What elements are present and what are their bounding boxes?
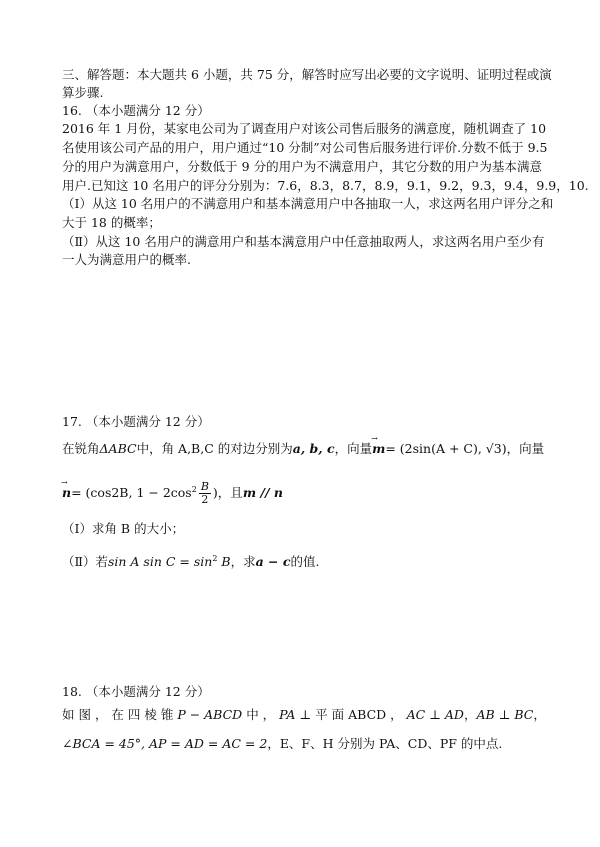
q16-part1-line2: 大于 18 的概率； — [62, 215, 161, 230]
q17-n-expression-b: ) — [212, 485, 218, 501]
q17-m-expression: = (2sin(A + C), √3) — [385, 441, 507, 456]
q18-angle-condition: ∠BCA = 45°, AP = AD = AC = 2 — [62, 736, 268, 751]
q18-line1-a: 如 图 ， 在 四 棱 锥 — [62, 707, 174, 722]
q17-n-frac-num: B — [200, 480, 209, 494]
q16-line-3: 分的用户为满意用户，分数低于 9 分的用户为不满意用户，其它分数的用户为基本满意 — [62, 159, 542, 174]
q18-line1 — [62, 704, 546, 726]
q17-intro-mid: 中，角 A,B,C 的对边分别为 — [136, 441, 293, 456]
q16-line-1: 2016 年 1 月份，某家电公司为了调查用户对该公司售后服务的满意度，随机调查了 10 — [62, 121, 547, 136]
q18-pyramid: P − ABCD — [177, 707, 243, 722]
q18-ab-perp-bc: AB ⊥ BC — [476, 707, 534, 722]
q18-line1-e: ， — [533, 707, 546, 722]
q18-line1-c: 平 面 ABCD ， — [315, 707, 403, 722]
q17-n-frac-den: 2 — [201, 493, 209, 507]
q18-pa-perp: PA ⊥ — [279, 707, 312, 722]
q17-part2-superscript: 2 — [212, 554, 218, 563]
section-heading-line2: 算步骤. — [62, 85, 104, 100]
q17-triangle: ΔABC — [99, 441, 137, 456]
q17-sides: a, b, c — [292, 441, 335, 456]
section-heading-line1: 三、解答题：本大题共 6 小题，共 75 分，解答时应写出必要的文字说明、证明过程或演 — [62, 67, 552, 82]
q17-part2 — [62, 550, 542, 571]
q17-intro — [62, 438, 545, 460]
q17-part2-b: B — [217, 554, 231, 570]
q16-part1-line1: （Ⅰ）从这 10 名用户的不满意用户和基本满意用户中各抽取一人，求这两名用户评分之和 — [62, 196, 554, 211]
q17-n-fraction — [199, 481, 211, 506]
q17-part2-equation: sin A sin C = sin — [108, 554, 213, 570]
q17-part2-prefix: （Ⅱ）若 — [62, 554, 108, 570]
q17-part2-suffix: 的值. — [290, 554, 320, 570]
q17-vector-n-line — [62, 475, 542, 508]
q17-part1: （Ⅰ）求角 B 的大小； — [62, 521, 185, 536]
q17-n-superscript: 2 — [191, 485, 197, 494]
q18-line2-rest: ，E、F、H 分别为 PA、CD、PF 的中点. — [267, 736, 503, 751]
q16-part2-line1: （Ⅱ）从这 10 名用户的满意用户和基本满意用户中任意抽取两人，求这两名用户至少有 — [62, 234, 545, 249]
q17-n-expression-a: = (cos2B, 1 − 2cos — [71, 485, 192, 501]
vector-n: → n — [62, 478, 71, 508]
q17-intro-prefix: 在锐角 — [62, 441, 100, 456]
q17-parallel-condition: m // n — [242, 485, 283, 501]
q16-part2-line2: 一人为满意用户的概率. — [62, 252, 191, 267]
q18-line1-d: ， — [463, 707, 477, 722]
q17-part2-target: a − c — [255, 554, 291, 570]
q16-line-4: 用户.已知这 10 名用户的评分分别为：7.6，8.3，8.7，8.9，9.1，9.2，9.3，9.4，9.9，10. — [62, 178, 589, 193]
q17-part2-mid: ，求 — [230, 554, 256, 570]
q18-ac-perp-ad: AC ⊥ AD — [406, 707, 464, 722]
q17-title: 17. （本小题满分 12 分） — [62, 414, 210, 429]
q16-line-2: 名使用该公司产品的用户，用户通过“10 分制”对公司售后服务进行评价.分数不低于 9.5 — [62, 140, 548, 155]
q17-vec-label2: ，向量 — [506, 441, 545, 456]
q18-line1-b: 中 ， — [246, 707, 276, 722]
vector-m: → m — [372, 438, 385, 460]
q18-line2 — [62, 733, 542, 755]
q17-n-cond-prefix: ，且 — [217, 485, 243, 501]
q17-vec-label: ，向量 — [334, 441, 373, 456]
q16-title: 16. （本小题满分 12 分） — [62, 103, 210, 118]
q18-title: 18. （本小题满分 12 分） — [62, 684, 210, 699]
